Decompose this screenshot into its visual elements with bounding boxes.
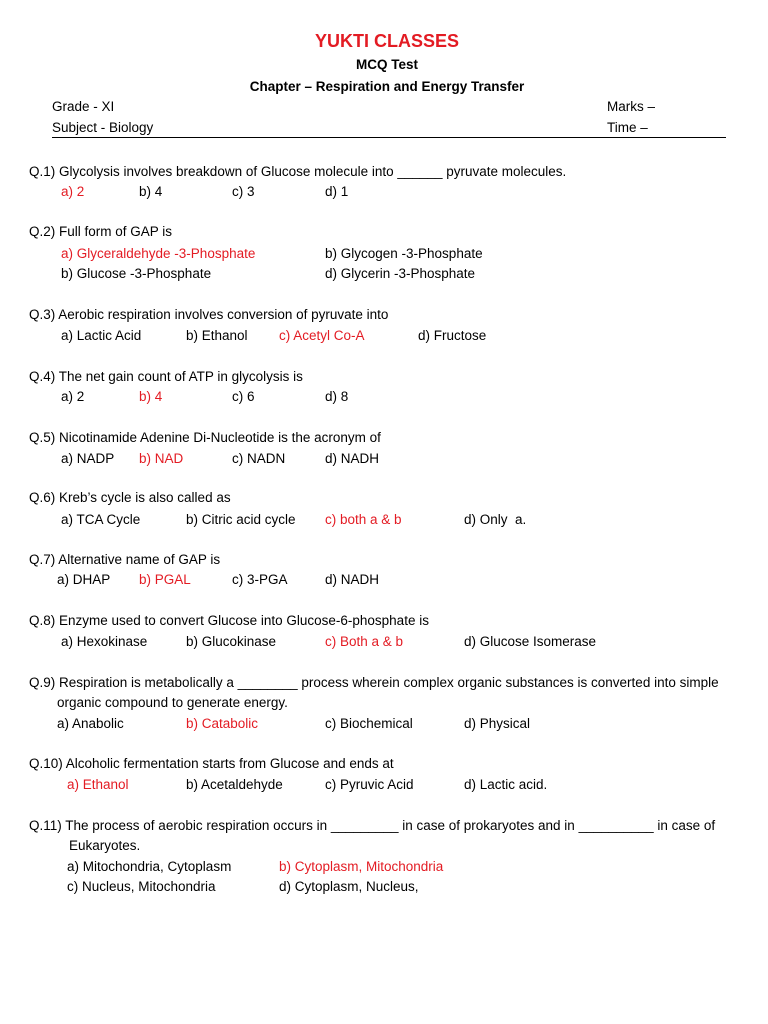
institute-title: YUKTI CLASSES: [314, 31, 460, 51]
option-d: d) Lactic acid.: [464, 777, 548, 792]
option-a: a) DHAP: [57, 572, 111, 587]
header-rule: [52, 137, 726, 138]
question-text: Q.5) Nicotinamide Adenine Di-Nucleotide is the acronym of: [29, 430, 381, 445]
question-text: Q.6) Kreb’s cycle is also called as: [29, 490, 231, 505]
option-c: c) 3: [232, 184, 255, 199]
grade-label: Grade - XI: [52, 99, 115, 114]
option-b: b) 4: [139, 184, 163, 199]
option-c: c) 6: [232, 389, 255, 404]
option-c: c) NADN: [232, 451, 286, 466]
option-a: a) NADP: [61, 451, 115, 466]
option-a: a) 2: [61, 389, 85, 404]
question-text: Q.1) Glycolysis involves breakdown of Glucose molecule into ______ pyruvate molecules.: [29, 164, 567, 179]
question-11: [29, 816, 735, 894]
option-b: b) Ethanol: [186, 328, 248, 343]
option-b: b) PGAL: [139, 572, 191, 587]
option-b: b) Acetaldehyde: [186, 777, 283, 792]
option-b: b) Citric acid cycle: [186, 512, 296, 527]
question-text: Q.2) Full form of GAP is: [29, 224, 173, 239]
option-d: d) 1: [325, 184, 349, 199]
question-text: Q.3) Aerobic respiration involves conversion of pyruvate into: [29, 307, 389, 322]
option-c: c) Nucleus, Mitochondria: [67, 879, 216, 894]
option-b: b) Cytoplasm, Mitochondria: [279, 859, 444, 874]
option-b: b) 4: [139, 389, 163, 404]
marks-label: Marks –: [607, 99, 656, 114]
question-7: [29, 550, 735, 587]
option-a: a) Ethanol: [67, 777, 129, 792]
option-c: c) Biochemical: [325, 716, 413, 731]
question-3: [29, 305, 735, 343]
question-text: Q.7) Alternative name of GAP is: [29, 552, 221, 567]
option-c: c) Acetyl Co-A: [279, 328, 365, 343]
question-text: Q.10) Alcoholic fermentation starts from Glucose and ends at: [29, 756, 394, 771]
question-5: [29, 428, 735, 466]
option-c: c) Both a & b: [325, 634, 404, 649]
question-9: [29, 673, 735, 731]
option-d: d) Only a.: [464, 512, 527, 527]
time-label: Time –: [607, 120, 648, 135]
option-b: b) Catabolic: [186, 716, 259, 731]
question-text: Q.4) The net gain count of ATP in glycolysis is: [29, 369, 303, 384]
question-10: [29, 754, 735, 792]
option-a: a) TCA Cycle: [61, 512, 141, 527]
question-4: [29, 367, 735, 404]
option-c: c) Pyruvic Acid: [325, 777, 414, 792]
option-b: b) NAD: [139, 451, 184, 466]
option-c: c) 3-PGA: [232, 572, 288, 587]
option-a: a) Glyceraldehyde -3-Phosphate: [61, 246, 256, 261]
option-c: b) Glucose -3-Phosphate: [61, 266, 212, 281]
option-d: d) Physical: [464, 716, 531, 731]
question-1: [29, 162, 735, 199]
subject-label: Subject - Biology: [52, 120, 154, 135]
option-a: a) Hexokinase: [61, 634, 148, 649]
option-a: a) Lactic Acid: [61, 328, 142, 343]
option-a: a) Mitochondria, Cytoplasm: [67, 859, 232, 874]
option-b: b) Glycogen -3-Phosphate: [325, 246, 483, 261]
question-6: [29, 488, 735, 527]
option-d: d) Glycerin -3-Phosphate: [325, 266, 476, 281]
question-text: Q.8) Enzyme used to convert Glucose into Glucose-6-phosphate is: [29, 613, 429, 628]
option-c: c) both a & b: [325, 512, 402, 527]
option-b: b) Glucokinase: [186, 634, 277, 649]
question-2: [29, 222, 735, 281]
option-a: a) 2: [61, 184, 85, 199]
option-a: a) Anabolic: [57, 716, 124, 731]
chapter-title: Chapter – Respiration and Energy Transfer: [249, 79, 525, 94]
option-d: d) Glucose Isomerase: [464, 634, 597, 649]
test-title: MCQ Test: [355, 57, 418, 72]
option-d: d) NADH: [325, 572, 380, 587]
option-d: d) NADH: [325, 451, 380, 466]
question-text: Q.11) The process of aerobic respiration occurs in _________ in case of prokaryotes and in __________ in case of Eukaryotes.: [29, 818, 716, 853]
question-8: [29, 611, 735, 649]
question-text: Q.9) Respiration is metabolically a ________ process wherein complex organic substances is converted into simple organic compound to generate energy.: [29, 675, 719, 710]
option-d: d) 8: [325, 389, 349, 404]
option-d: d) Cytoplasm, Nucleus,: [279, 879, 419, 894]
option-d: d) Fructose: [418, 328, 487, 343]
